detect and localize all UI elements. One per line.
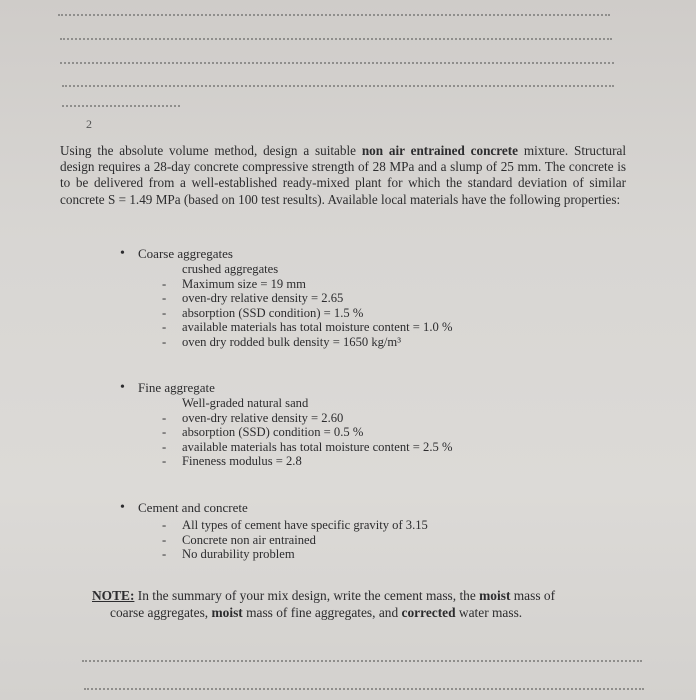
intro-text-start: Using the absolute volume method, design a suitable	[60, 143, 362, 158]
note-second-line	[92, 605, 662, 622]
sub-item	[120, 518, 640, 533]
note-text: In the summary of your mix design, write the cement mass, the	[134, 588, 480, 603]
section-cement-and-concrete	[120, 500, 640, 562]
note-bold-word: corrected	[401, 604, 456, 620]
dash-icon: -	[162, 425, 167, 440]
dash-icon: -	[162, 454, 167, 469]
sub-item-text: Well-graded natural sand	[182, 396, 309, 410]
sub-item-text: No durability problem	[182, 547, 295, 562]
sub-item-text: oven dry rodded bulk density = 1650 kg/m³	[182, 334, 402, 349]
dash-icon: -	[162, 305, 167, 320]
bullet-item	[120, 500, 640, 516]
sub-item	[120, 277, 640, 292]
sub-item-text: absorption (SSD condition) = 1.5 %	[182, 305, 364, 320]
dotted-line	[82, 660, 642, 662]
dash-icon: -	[162, 439, 167, 454]
sub-item	[120, 454, 640, 469]
dotted-line	[60, 38, 612, 40]
sub-item-text: available materials has total moisture content = 2.5 %	[182, 439, 453, 454]
intro-text-end: mixture.	[518, 143, 569, 158]
section-title: Fine aggregate	[138, 380, 215, 395]
note-text: mass of	[510, 588, 556, 603]
section-fine-aggregate	[120, 380, 640, 469]
dotted-line	[62, 105, 180, 107]
sub-item-text: absorption (SSD) condition = 0.5 %	[182, 425, 364, 440]
question-number: 2	[86, 117, 92, 131]
bullet-item	[120, 380, 640, 396]
note-text: coarse aggregates,	[110, 604, 212, 620]
bullet-icon: •	[120, 500, 125, 515]
note-label: NOTE:	[92, 588, 135, 603]
section-coarse-aggregates	[120, 246, 640, 350]
dotted-line	[84, 688, 644, 690]
note-bold-word: moist	[211, 604, 243, 620]
sub-item	[120, 335, 640, 350]
sub-item-text: Concrete non air entrained	[182, 532, 316, 547]
bullet-icon: •	[120, 380, 125, 395]
dash-icon: -	[162, 276, 167, 291]
dash-icon: -	[162, 334, 167, 349]
sub-item-text: All types of cement have specific gravity of 3.15	[182, 518, 428, 532]
sub-item-text: crushed aggregates	[182, 262, 279, 276]
dotted-line	[58, 14, 610, 16]
bullet-item	[120, 246, 640, 262]
note-text: water mass.	[455, 604, 523, 620]
intro-body: Structural design requires a 28-day concrete compressive strength of 28 MPa and a slump of 25 mm. The concrete is to be delivered from a well-established ready-mixed plant for which the standard deviation of similar concrete S = 1.49 MPa (based on 100 test results). Available local materials have the following properties:	[60, 143, 626, 207]
sub-item-list	[120, 262, 640, 350]
sub-item-text: Maximum size = 19 mm	[182, 276, 306, 291]
sub-item	[120, 533, 640, 548]
note-paragraph	[92, 588, 662, 621]
dash-icon: -	[162, 320, 167, 335]
sub-item-text: oven-dry relative density = 2.60	[182, 410, 344, 425]
sub-item	[120, 396, 640, 411]
sub-item	[120, 411, 640, 426]
intro-bold-phrase: non air entrained concrete	[361, 143, 519, 158]
dash-icon: -	[162, 518, 167, 532]
dash-icon: -	[162, 410, 167, 425]
sub-item-text: Fineness modulus = 2.8	[182, 454, 302, 469]
sub-item-text: oven-dry relative density = 2.65	[182, 291, 344, 306]
bullet-icon: •	[120, 246, 125, 261]
dotted-line	[62, 85, 614, 87]
note-text: mass of fine aggregates, and	[242, 604, 402, 620]
section-title: Cement and concrete	[138, 500, 248, 515]
sub-item	[120, 320, 640, 335]
sub-item	[120, 440, 640, 455]
problem-statement	[60, 143, 626, 208]
sub-item-text: available materials has total moisture content = 1.0 %	[182, 320, 453, 335]
section-title: Coarse aggregates	[138, 246, 233, 261]
dash-icon: -	[162, 291, 167, 306]
sub-item	[120, 306, 640, 321]
sub-item-list	[120, 396, 640, 469]
dash-icon: -	[162, 547, 167, 562]
sub-item-list	[120, 518, 640, 562]
sub-item	[120, 262, 640, 277]
dash-icon: -	[162, 532, 167, 547]
dotted-line	[60, 62, 614, 64]
sub-item	[120, 291, 640, 306]
sub-item	[120, 425, 640, 440]
note-bold-word: moist	[479, 588, 511, 603]
sub-item	[120, 547, 640, 562]
